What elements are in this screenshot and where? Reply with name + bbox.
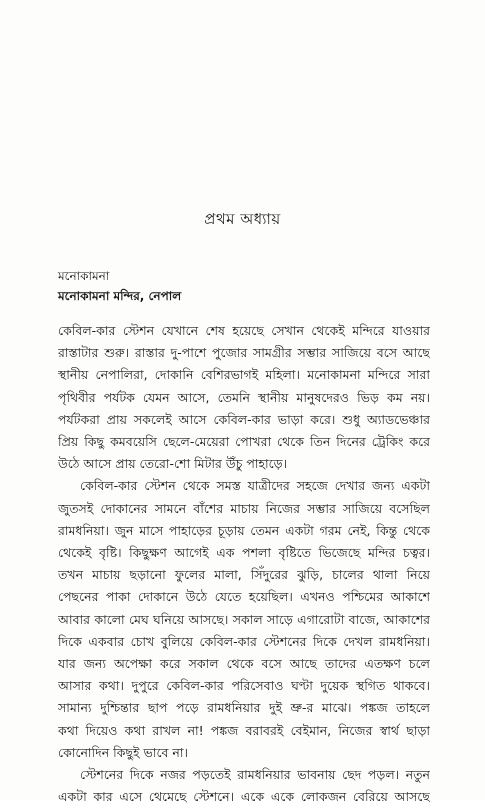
- text-line: থেকেই বৃষ্টি। কিছুক্ষণ আগেই এক পশলা বৃষ্টিতে ভিজেছে মন্দির চত্বর।: [58, 545, 430, 561]
- text-line: আবার কালো মেঘ ঘনিয়ে আসছে। সকাল সাড়ে এগারোটা বাজে, আকাশের: [58, 611, 430, 627]
- text-line: জুতসই দোকানের সামনে বাঁশের মাচায় নিজের সম্ভার সাজিয়ে বসেছিল: [58, 500, 430, 516]
- text-line: প্রিয় কিছু কমবয়েসি ছেলে-মেয়েরা পোখরা থেকে তিন দিনের ট্রেকিং করে: [58, 434, 430, 450]
- text-line: যার জন্য অপেক্ষা করে সকাল থেকে বসে আছে তাদের এতক্ষণ চলে: [58, 656, 430, 672]
- paragraph: [58, 764, 430, 808]
- text-line: পেছনের পাকা দোকানে উঠে যেতে হয়েছিল। এখনও পশ্চিমের আকাশে: [58, 589, 430, 605]
- text-line: স্থানীয় নেপালিরা, দোকানি বেশিরভাগই মহিলা। মনোকামনা মন্দিরে সারা: [58, 367, 430, 383]
- text-line: দিকে একবার চোখ বুলিয়ে কেবিল-কার স্টেশনের দিকে দেখল রামধনিয়া।: [58, 633, 430, 649]
- text-line: পর্যটকরা প্রায় সকলেই আসে কেবিল-কার ভাড়া করে। শুধু অ্যাডভেঞ্চার: [58, 411, 430, 427]
- text-line: একটা কার এসে থেমেছে স্টেশনে। একে একে লোকজন বেরিয়ে আসছে: [58, 789, 430, 805]
- paragraph: [58, 320, 430, 475]
- section-heading-line-1: মনোকামনা: [58, 269, 110, 283]
- text-line: কেবিল-কার স্টেশন থেকে সমস্ত যাত্রীদের সহজে দেখার জন্য একটা: [80, 478, 430, 494]
- text-line: কথা দিয়েও কথা রাখল না! পঙ্কজ বরাবরই বেইমান, নিজের স্বার্থ ছাড়া: [58, 722, 430, 738]
- text-line: কেবিল-কার স্টেশন যেখানে শেষ হয়েছে সেখান থেকেই মন্দিরে যাওয়ার: [58, 323, 430, 338]
- text-line: উঠে আসে প্রায় তেরো-শো মিটার উঁচু পাহাড়ে।: [58, 456, 288, 472]
- text-line: স্টেশনের দিকে নজর পড়তেই রামধনিয়ার ভাবনায় ছেদ পড়ল। নতুন: [80, 767, 430, 783]
- chapter-title: প্রথম অধ্যায়: [204, 210, 281, 228]
- section-heading-line-2: মনোকামনা মন্দির, নেপাল: [58, 289, 182, 303]
- body-text: [58, 320, 430, 808]
- text-line: তখন মাচায় ছড়ানো ফুলের মালা, সিঁদুরের ঝুড়ি, চালের থালা নিয়ে: [58, 567, 430, 583]
- text-line: পৃথিবীর পর্যটক যেমন আসে, তেমনি স্থানীয় মানুষদেরও ভিড় কম নয়।: [58, 389, 430, 405]
- text-line: সামান্য দুশ্চিন্তার ছাপ পড়ে রামধনিয়ার দুই ভ্রু-র মাঝে। পঙ্কজ তাহলে: [58, 700, 430, 716]
- section-heading: [58, 266, 428, 306]
- text-line: রামধনিয়া। জুন মাসে পাহাড়ের চূড়ায় তেমন একটা গরম নেই, কিন্তু থেকে: [58, 522, 430, 538]
- text-line: রাস্তাটার শুরু। রাস্তার দু-পাশে পুজোর সামগ্রীর সম্ভার সাজিয়ে বসে আছে: [58, 345, 430, 361]
- text-line: কোনোদিন কিছুই ভাবে না।: [58, 744, 188, 760]
- text-line: আসার কথা। দুপুরে কেবিল-কার পরিসেবাও ঘণ্টা দুয়েক স্থগিত থাকবে।: [58, 678, 430, 694]
- paragraph: [58, 475, 430, 764]
